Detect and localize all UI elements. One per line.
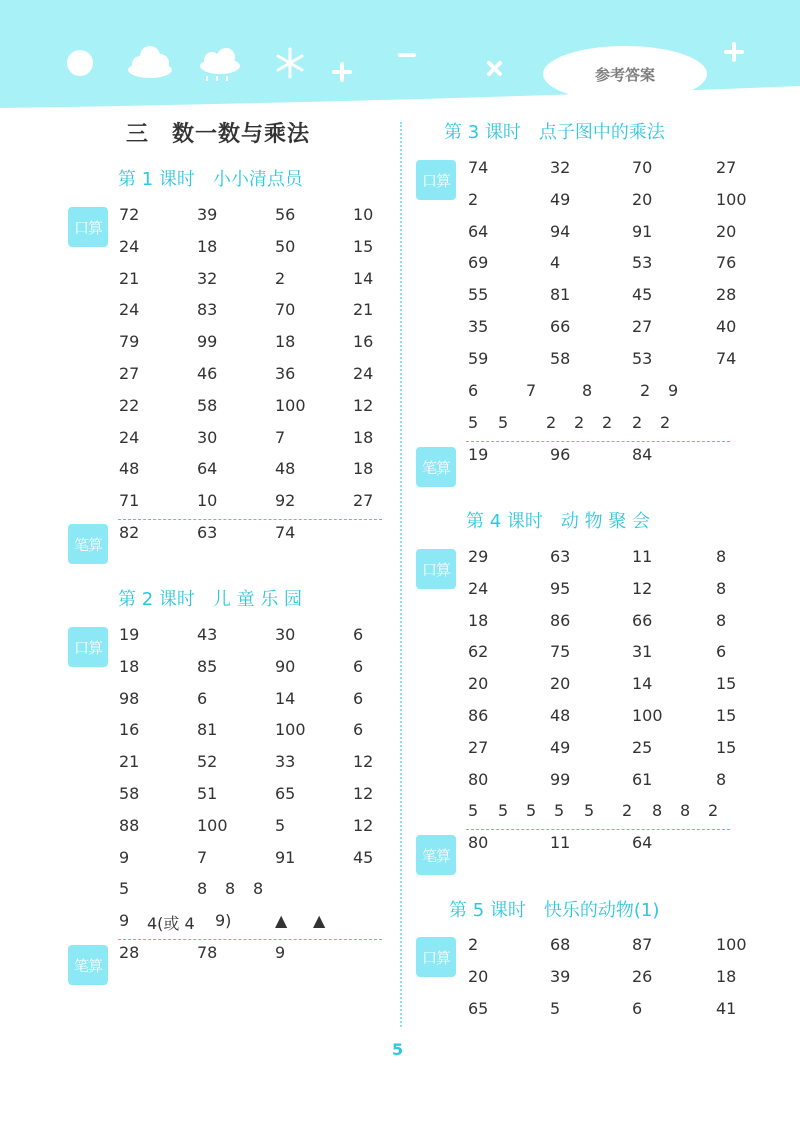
answer-cell: 8 — [716, 578, 727, 598]
answer-cell: 29 — [468, 547, 489, 566]
answer-cell: 5 — [554, 801, 565, 820]
answer-cell: 28 — [716, 285, 737, 305]
answer-cell: 18 — [275, 332, 296, 352]
answer-cell: 6 — [353, 656, 364, 676]
answer-cell: 8 — [680, 801, 691, 820]
answer-cell: 12 — [353, 815, 374, 835]
answer-cell: 12 — [353, 784, 374, 803]
answer-cell: 5 — [550, 998, 561, 1018]
answer-cell: 85 — [197, 656, 218, 676]
answer-cell: 48 — [119, 459, 140, 479]
answer-cell: 80 — [468, 769, 489, 789]
answer-cell: 21 — [353, 300, 374, 320]
answer-cell: 98 — [119, 688, 140, 708]
answer-cell: 18 — [468, 610, 489, 630]
answer-cell: 19 — [119, 625, 140, 644]
answer-cell: 43 — [197, 625, 218, 644]
answer-cell: 6 — [353, 720, 364, 740]
answer-cell: 64 — [197, 459, 218, 479]
answer-cell: 6 — [716, 642, 727, 662]
answer-cell: 28 — [119, 943, 140, 962]
answer-cell: 81 — [550, 285, 571, 305]
answer-cell: 14 — [632, 674, 653, 694]
answer-cell: 86 — [468, 706, 489, 725]
answer-cell: 33 — [275, 752, 296, 772]
answer-cell: 58 — [550, 348, 571, 368]
answer-cell: 76 — [716, 253, 737, 273]
answer-cell: 4 — [550, 253, 561, 273]
answer-cell: 7 — [197, 847, 208, 867]
lesson-5-title: 第 5 课时 快乐的动物(1) — [449, 900, 660, 921]
answer-cell: 15 — [716, 674, 737, 694]
answer-cell: 65 — [468, 998, 489, 1018]
answer-cell: 5 — [468, 801, 479, 820]
answer-cell: 18 — [716, 966, 737, 986]
answer-cell: 40 — [716, 317, 737, 336]
answer-cell: 27 — [119, 364, 140, 383]
answer-cell: 2 — [640, 381, 651, 400]
answer-cell: 69 — [468, 253, 489, 273]
answer-cell: 100 — [716, 189, 747, 209]
answer-cell: 92 — [275, 491, 296, 511]
answer-cell: 70 — [275, 300, 296, 320]
answer-cell: 100 — [275, 720, 306, 740]
answer-cell: 63 — [197, 523, 218, 542]
answer-cell: 90 — [275, 656, 296, 676]
answer-cell: 49 — [550, 189, 571, 209]
lesson-4-title: 第 4 课时 动 物 聚 会 — [466, 511, 651, 532]
answer-key-label: 参考答案 — [543, 46, 707, 102]
answer-cell: 2 — [468, 189, 479, 209]
answer-cell: 7 — [275, 427, 286, 447]
answer-cell: 82 — [119, 523, 140, 542]
answer-cell: 5 — [498, 801, 509, 820]
answer-cell: 75 — [550, 642, 571, 662]
answer-cell: 95 — [550, 578, 571, 598]
answer-cell: 2 — [660, 413, 671, 432]
answer-cell: 52 — [197, 752, 218, 772]
answer-cell: 12 — [353, 395, 374, 415]
written-calc-badge: 笔算 — [416, 835, 456, 875]
answer-cell: 24 — [119, 300, 140, 320]
answer-cell: 18 — [353, 459, 374, 479]
answer-cell: 15 — [716, 737, 737, 757]
answer-cell: 99 — [550, 769, 571, 789]
written-calc-badge: 笔算 — [68, 945, 108, 985]
answer-cell: 53 — [632, 253, 653, 273]
answer-cell: 20 — [468, 966, 489, 986]
answer-cell: 41 — [716, 998, 737, 1018]
triangle-icon: ▲ — [313, 911, 326, 930]
answer-cell: 18 — [353, 427, 374, 447]
answer-cell: 100 — [716, 935, 747, 954]
answer-cell: 71 — [119, 491, 140, 511]
answer-cell: 61 — [632, 769, 653, 789]
answer-cell: 8 — [716, 610, 727, 630]
answer-cell: 5 — [526, 801, 537, 820]
answer-cell: 45 — [632, 285, 653, 305]
answer-cell: 6 — [353, 625, 364, 644]
oral-calc-badge: 口算 — [416, 160, 456, 200]
answer-cell: 30 — [197, 427, 218, 447]
answer-cell: 100 — [275, 395, 306, 415]
answer-cell: 11 — [632, 547, 653, 566]
answer-cell: 96 — [550, 445, 571, 464]
lesson-2-title: 第 2 课时 儿 童 乐 园 — [118, 589, 303, 610]
answer-cell: 64 — [468, 221, 489, 241]
answer-cell: 2 — [622, 801, 633, 820]
answer-cell: 27 — [353, 491, 374, 511]
answer-cell: 84 — [632, 445, 653, 464]
answer-cell: 26 — [632, 966, 653, 986]
answer-cell: 6 — [632, 998, 643, 1018]
answer-cell: 48 — [275, 459, 296, 479]
answer-cell: 10 — [197, 491, 218, 511]
oral-calc-badge: 口算 — [416, 937, 456, 977]
sun-icon — [67, 50, 93, 76]
answer-cell: 88 — [119, 815, 140, 835]
answer-cell: 27 — [468, 737, 489, 757]
written-calc-badge: 笔算 — [68, 524, 108, 564]
oral-calc-badge: 口算 — [68, 207, 108, 247]
written-calc-badge: 笔算 — [416, 447, 456, 487]
answer-cell: 5 — [584, 801, 595, 820]
answer-cell: 31 — [632, 642, 653, 662]
answer-cell: 22 — [119, 395, 140, 415]
answer-cell: 58 — [197, 395, 218, 415]
page-number: 5 — [392, 1040, 404, 1059]
answer-cell: 6 — [353, 688, 364, 708]
answer-cell: 20 — [632, 189, 653, 209]
answer-cell: 50 — [275, 236, 296, 256]
answer-cell: 5 — [275, 815, 286, 835]
answer-cell: 35 — [468, 317, 489, 336]
answer-cell: 5 — [119, 879, 130, 898]
answer-cell: 25 — [632, 737, 653, 757]
answer-cell: 14 — [275, 688, 296, 708]
answer-cell: 39 — [197, 205, 218, 224]
answer-cell: 81 — [197, 720, 218, 740]
answer-cell: 7 — [526, 381, 537, 400]
answer-cell: 21 — [119, 752, 140, 772]
dashed-separator — [466, 441, 730, 442]
answer-cell: 72 — [119, 205, 140, 224]
answer-cell: 9 — [119, 847, 130, 867]
answer-cell: 9) — [215, 911, 232, 930]
answer-cell: 100 — [632, 706, 663, 725]
dashed-separator — [118, 939, 382, 940]
answer-cell: 24 — [119, 427, 140, 447]
answer-cell: 5 — [468, 413, 479, 432]
answer-cell: 99 — [197, 332, 218, 352]
answer-cell: 78 — [197, 943, 218, 962]
answer-cell: 94 — [550, 221, 571, 241]
answer-cell: 11 — [550, 833, 571, 852]
answer-cell: 58 — [119, 784, 140, 803]
answer-cell: 9 — [119, 911, 130, 930]
answer-cell: 79 — [119, 332, 140, 352]
answer-cell: 91 — [275, 847, 296, 867]
answer-cell: 8 — [652, 801, 663, 820]
answer-cell: 16 — [353, 332, 374, 352]
answer-cell: 51 — [197, 784, 218, 803]
answer-cell: 9 — [275, 943, 286, 962]
answer-cell: 32 — [550, 158, 571, 177]
answer-cell: 56 — [275, 205, 296, 224]
answer-cell: 8 — [716, 547, 727, 566]
answer-cell: 2 — [468, 935, 479, 954]
answer-cell: 8 — [716, 769, 727, 789]
answer-cell: 55 — [468, 285, 489, 305]
answer-cell: 20 — [716, 221, 737, 241]
dashed-separator — [466, 829, 730, 830]
answer-cell: 53 — [632, 348, 653, 368]
answer-cell: 20 — [550, 674, 571, 694]
answer-cell: 15 — [716, 706, 737, 725]
answer-cell: 27 — [716, 158, 737, 177]
answer-cell: 16 — [119, 720, 140, 740]
answer-cell: 9 — [668, 381, 679, 400]
answer-cell: 39 — [550, 966, 571, 986]
answer-cell: 8 — [582, 381, 593, 400]
answer-cell: 62 — [468, 642, 489, 662]
answer-cell: 8 — [253, 879, 264, 898]
answer-cell: 64 — [632, 833, 653, 852]
answer-cell: 2 — [708, 801, 719, 820]
answer-cell: 59 — [468, 348, 489, 368]
oral-calc-badge: 口算 — [416, 549, 456, 589]
answer-cell: 86 — [550, 610, 571, 630]
answer-cell: 80 — [468, 833, 489, 852]
answer-cell: 74 — [468, 158, 489, 177]
answer-cell: 65 — [275, 784, 296, 803]
answer-cell: 4(或 4 — [147, 914, 195, 933]
answer-cell: 36 — [275, 364, 296, 383]
answer-cell: 45 — [353, 847, 374, 867]
chapter-title: 三 数一数与乘法 — [126, 122, 311, 147]
answer-cell: 30 — [275, 625, 296, 644]
answer-cell: 74 — [275, 523, 296, 542]
answer-cell: 2 — [275, 268, 286, 288]
answer-cell: 27 — [632, 317, 653, 336]
answer-cell: 74 — [716, 348, 737, 368]
answer-cell: 6 — [468, 381, 479, 400]
answer-cell: 48 — [550, 706, 571, 725]
answer-cell: 10 — [353, 205, 374, 224]
answer-cell: 12 — [632, 578, 653, 598]
answer-cell: 18 — [119, 656, 140, 676]
answer-cell: 91 — [632, 221, 653, 241]
answer-cell: 2 — [546, 413, 557, 432]
answer-cell: 66 — [550, 317, 571, 336]
lesson-3-title: 第 3 课时 点子图中的乘法 — [444, 122, 665, 143]
answer-cell: 12 — [353, 752, 374, 772]
answer-cell: 66 — [632, 610, 653, 630]
answer-cell: 87 — [632, 935, 653, 954]
answer-cell: 5 — [498, 413, 509, 432]
answer-cell: 14 — [353, 268, 374, 288]
triangle-icon: ▲ — [275, 911, 288, 930]
answer-cell: 49 — [550, 737, 571, 757]
answer-cell: 2 — [632, 413, 643, 432]
answer-cell: 24 — [353, 364, 374, 383]
oral-calc-badge: 口算 — [68, 627, 108, 667]
answer-cell: 6 — [197, 688, 208, 708]
answer-cell: 2 — [602, 413, 613, 432]
column-divider — [400, 122, 402, 1027]
answer-cell: 70 — [632, 158, 653, 177]
answer-cell: 2 — [574, 413, 585, 432]
answer-cell: 68 — [550, 935, 571, 954]
answer-cell: 21 — [119, 268, 140, 288]
answer-cell: 24 — [119, 236, 140, 256]
answer-cell: 18 — [197, 236, 218, 256]
answer-cell: 83 — [197, 300, 218, 320]
answer-cell: 19 — [468, 445, 489, 464]
dashed-separator — [118, 519, 382, 520]
answer-cell: 8 — [197, 879, 208, 898]
answer-cell: 24 — [468, 578, 489, 598]
answer-cell: 20 — [468, 674, 489, 694]
lesson-1-title: 第 1 课时 小小清点员 — [118, 169, 303, 190]
answer-cell: 100 — [197, 815, 228, 835]
answer-cell: 46 — [197, 364, 218, 383]
answer-cell: 32 — [197, 268, 218, 288]
answer-cell: 8 — [225, 879, 236, 898]
answer-cell: 15 — [353, 236, 374, 256]
answer-cell: 63 — [550, 547, 571, 566]
